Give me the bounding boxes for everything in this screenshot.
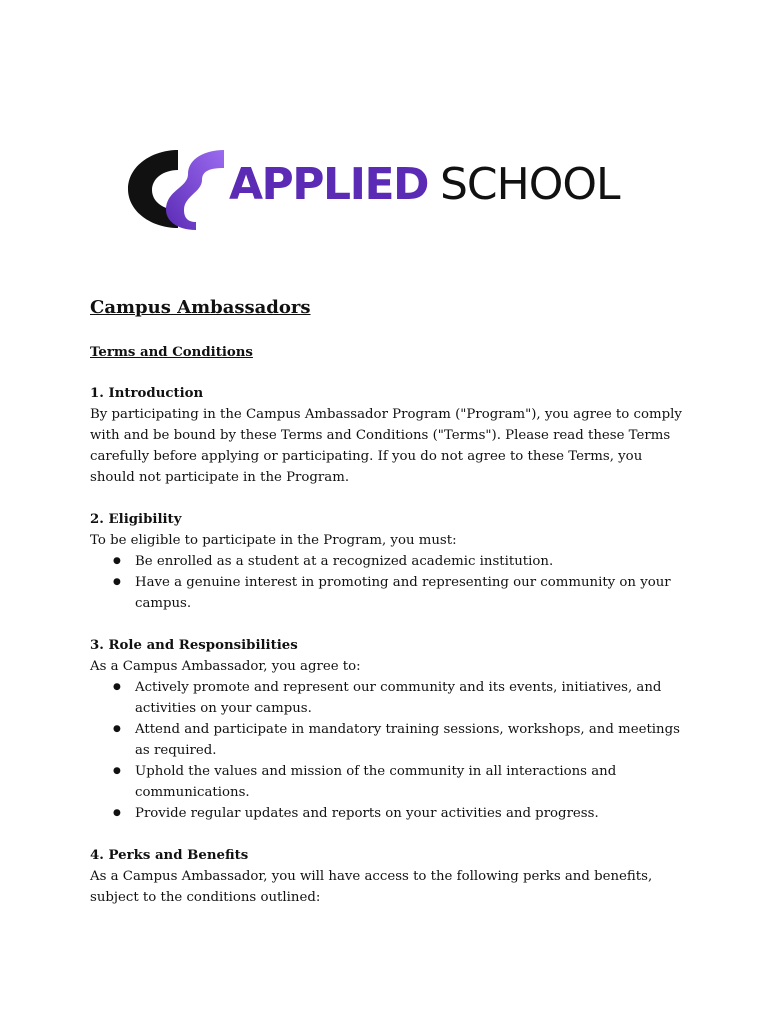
- section-heading: 4. Perks and Benefits: [90, 848, 249, 863]
- list-item: ● Actively promote and represent our community and its events, initiatives, and activities on your campus.: [90, 677, 690, 719]
- section-eligibility: [90, 509, 690, 614]
- list-item: ● Be enrolled as a student at a recognized academic institution.: [90, 551, 690, 572]
- document-body: [90, 294, 690, 929]
- document-subtitle: Terms and Conditions: [90, 345, 253, 360]
- list-item: ● Have a genuine interest in promoting and representing our community on your campus.: [90, 572, 690, 614]
- applied-school-logo: [126, 148, 646, 232]
- section-perks-benefits: [90, 845, 690, 908]
- document-title: Campus Ambassadors: [90, 297, 311, 318]
- section-paragraph: As a Campus Ambassador, you will have access to the following perks and benefits, subject to the conditions outlined:: [90, 869, 653, 905]
- bullet-list: [90, 677, 690, 824]
- list-item: ● Uphold the values and mission of the community in all interactions and communications.: [90, 761, 690, 803]
- section-paragraph: By participating in the Campus Ambassador Program ("Program"), you agree to comply with and be bound by these Terms and Conditions ("Terms"). Please read these Terms carefully before applying or participating. If you do not agree to these Terms, you should not participate in the Program.: [90, 407, 682, 485]
- bullet-list: [90, 551, 690, 614]
- section-role-responsibilities: [90, 635, 690, 824]
- logo-word-applied: APPLIED: [229, 159, 429, 210]
- applied-school-logo-icon: [126, 148, 226, 230]
- section-introduction: [90, 383, 690, 488]
- section-paragraph: As a Campus Ambassador, you agree to:: [90, 659, 361, 674]
- section-heading: 3. Role and Responsibilities: [90, 638, 298, 653]
- section-heading: 1. Introduction: [90, 386, 204, 401]
- section-heading: 2. Eligibility: [90, 512, 182, 527]
- list-item: ● Provide regular updates and reports on your activities and progress.: [90, 803, 690, 824]
- logo-word-school: SCHOOL: [440, 159, 620, 210]
- section-paragraph: To be eligible to participate in the Program, you must:: [90, 533, 457, 548]
- list-item: ● Attend and participate in mandatory training sessions, workshops, and meetings as required.: [90, 719, 690, 761]
